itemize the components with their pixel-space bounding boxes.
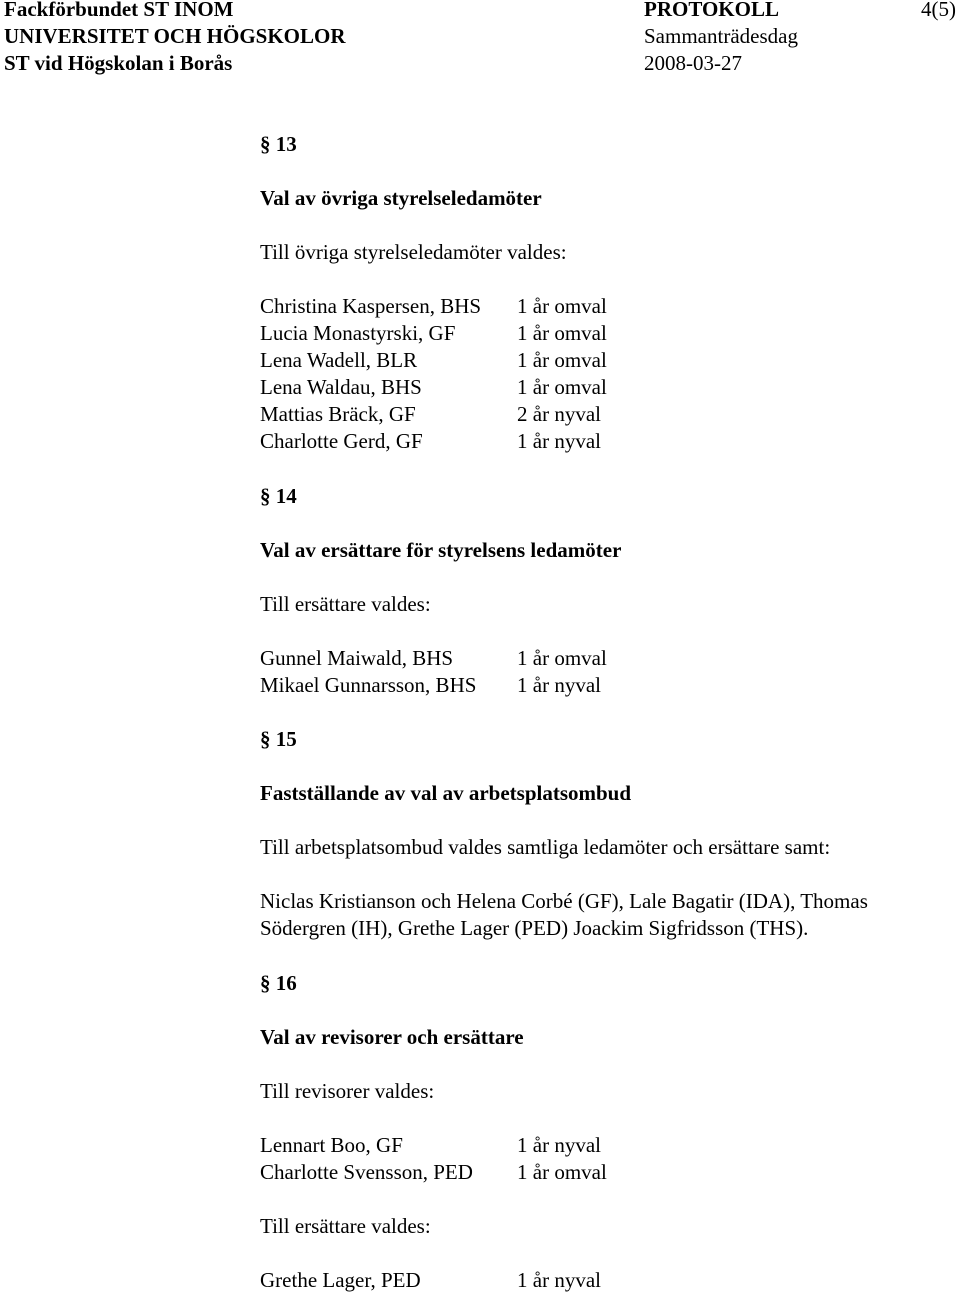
section-intro: Till arbetsplatsombud valdes samtliga ledamöter och ersättare samt: — [260, 835, 831, 859]
member-term: 1 år omval — [517, 321, 607, 345]
document-header — [4, 0, 956, 77]
org-name-line-1: Fackförbundet ST INOM — [4, 0, 234, 21]
section-intro: Till ersättare valdes: — [260, 592, 431, 616]
document-type: PROTOKOLL — [644, 0, 779, 21]
section-number: § 15 — [260, 727, 297, 751]
members-list — [260, 293, 950, 455]
member-name: Charlotte Svensson, PED — [260, 1160, 473, 1184]
header-row-2 — [4, 23, 956, 50]
org-name-line-2: UNIVERSITET OCH HÖGSKOLOR — [4, 24, 346, 48]
section-15 — [260, 726, 950, 942]
member-term: 1 år omval — [517, 294, 607, 318]
member-term: 1 år omval — [517, 646, 607, 670]
member-term: 2 år nyval — [517, 402, 601, 426]
members-list — [260, 645, 950, 699]
meeting-date-label: Sammanträdesdag — [644, 24, 798, 48]
member-term: 1 år nyval — [517, 1133, 601, 1157]
member-name: Mattias Bräck, GF — [260, 402, 416, 426]
auditors-list — [260, 1132, 950, 1186]
section-number: § 14 — [260, 484, 297, 508]
member-name: Lucia Monastyrski, GF — [260, 321, 456, 345]
member-name: Lennart Boo, GF — [260, 1133, 403, 1157]
member-name: Charlotte Gerd, GF — [260, 429, 423, 453]
member-term: 1 år nyval — [517, 673, 601, 697]
member-term: 1 år nyval — [517, 1268, 601, 1292]
member-name: Lena Waldau, BHS — [260, 375, 422, 399]
section-14 — [260, 483, 950, 699]
section-number: § 13 — [260, 132, 297, 156]
org-name-line-3: ST vid Högskolan i Borås — [4, 51, 233, 75]
section-16 — [260, 970, 950, 1294]
header-row-3 — [4, 50, 956, 77]
section-title: Val av övriga styrelseledamöter — [260, 186, 542, 210]
member-name: Grethe Lager, PED — [260, 1268, 421, 1292]
member-term: 1 år omval — [517, 1160, 607, 1184]
section-intro: Till revisorer valdes: — [260, 1079, 435, 1103]
member-term: 1 år omval — [517, 375, 607, 399]
section-number: § 16 — [260, 971, 297, 995]
section-title: Fastställande av val av arbetsplatsombud — [260, 781, 632, 805]
section-intro: Till ersättare valdes: — [260, 1214, 431, 1238]
member-name: Gunnel Maiwald, BHS — [260, 646, 454, 670]
deputy-auditors-list — [260, 1267, 950, 1294]
member-term: 1 år nyval — [517, 429, 601, 453]
member-name: Mikael Gunnarsson, BHS — [260, 673, 477, 697]
section-title: Val av ersättare för styrelsens ledamöter — [260, 538, 622, 562]
page-number: 4(5) — [921, 0, 956, 21]
section-text-line: Södergren (IH), Grethe Lager (PED) Joackim Sigfridsson (THS). — [260, 916, 809, 940]
section-intro: Till övriga styrelseledamöter valdes: — [260, 240, 567, 264]
member-name: Lena Wadell, BLR — [260, 348, 418, 372]
section-title: Val av revisorer och ersättare — [260, 1025, 524, 1049]
section-13 — [260, 131, 950, 455]
member-name: Christina Kaspersen, BHS — [260, 294, 482, 318]
section-text-line: Niclas Kristianson och Helena Corbé (GF), Lale Bagatir (IDA), Thomas — [260, 889, 868, 913]
meeting-date: 2008-03-27 — [644, 51, 742, 75]
member-term: 1 år omval — [517, 348, 607, 372]
header-row-1 — [4, 0, 956, 23]
